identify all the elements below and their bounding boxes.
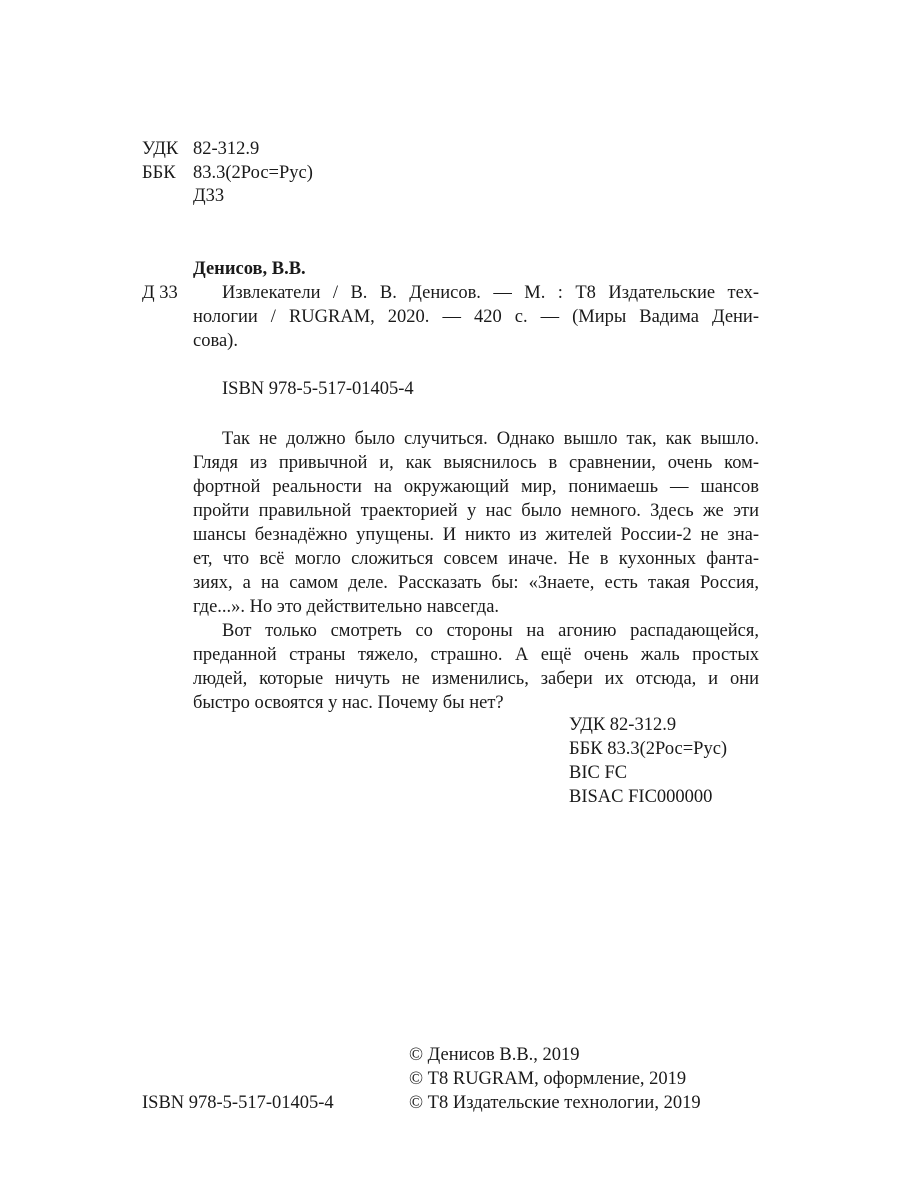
classification-udk: УДК 82-312.9 xyxy=(569,715,677,735)
annotation-line: быстро освоятся у нас. Почему бы нет? xyxy=(193,693,504,713)
annotation-line: пройти правильной траекторией у нас было немного. Здесь же эти xyxy=(193,501,759,521)
copyright-publisher: © Т8 Издательские технологии, 2019 xyxy=(409,1093,701,1113)
author-mark-top: Д33 xyxy=(193,186,225,206)
annotation-line: где...». Но это действительно навсегда. xyxy=(193,597,500,617)
annotation-line: преданной страны тяжело, страшно. А ещё очень жаль простых xyxy=(193,645,759,665)
bbk-label: ББК xyxy=(142,163,176,183)
classification-bic: BIC FC xyxy=(569,763,628,783)
classification-bbk: ББК 83.3(2Рос=Рус) xyxy=(569,739,728,759)
classification-bisac: BISAC FIC000000 xyxy=(569,787,713,807)
annotation-line: ет, что всё могло сложиться совсем иначе. Не в кухонных фанта- xyxy=(193,549,759,569)
annotation-line: людей, которые ничуть не изменились, забери их отсюда, и они xyxy=(193,669,759,689)
description-line: сова). xyxy=(193,331,238,351)
udk-label: УДК xyxy=(142,139,179,159)
bbk-value: 83.3(2Рос=Рус) xyxy=(193,163,313,183)
author-heading: Денисов, В.В. xyxy=(193,259,306,279)
description-line: нологии / RUGRAM, 2020. — 420 с. — (Миры Вадима Дени- xyxy=(193,307,759,327)
copyright-design: © Т8 RUGRAM, оформление, 2019 xyxy=(409,1069,687,1089)
footer-isbn: ISBN 978-5-517-01405-4 xyxy=(142,1093,334,1113)
annotation-line: Глядя из привычной и, как выяснилось в сравнении, очень ком- xyxy=(193,453,759,473)
annotation-line: шансы безнадёжно упущены. И никто из жителей России-2 не зна- xyxy=(193,525,759,545)
udk-value: 82-312.9 xyxy=(193,139,260,159)
annotation-line: Вот только смотреть со стороны на агонию распадающейся, xyxy=(222,621,759,641)
description-line: Извлекатели / В. В. Денисов. — М. : Т8 Издательские тех- xyxy=(222,283,759,303)
copyright-author: © Денисов В.В., 2019 xyxy=(409,1045,580,1065)
annotation-line: фортной реальности на окружающий мир, понимаешь — шансов xyxy=(193,477,759,497)
author-mark: Д 33 xyxy=(142,283,178,303)
isbn-record: ISBN 978-5-517-01405-4 xyxy=(222,379,414,399)
annotation-line: зиях, а на самом деле. Рассказать бы: «Знаете, есть такая Россия, xyxy=(193,573,759,593)
annotation-line: Так не должно было случиться. Однако вышло так, как вышло. xyxy=(222,429,759,449)
